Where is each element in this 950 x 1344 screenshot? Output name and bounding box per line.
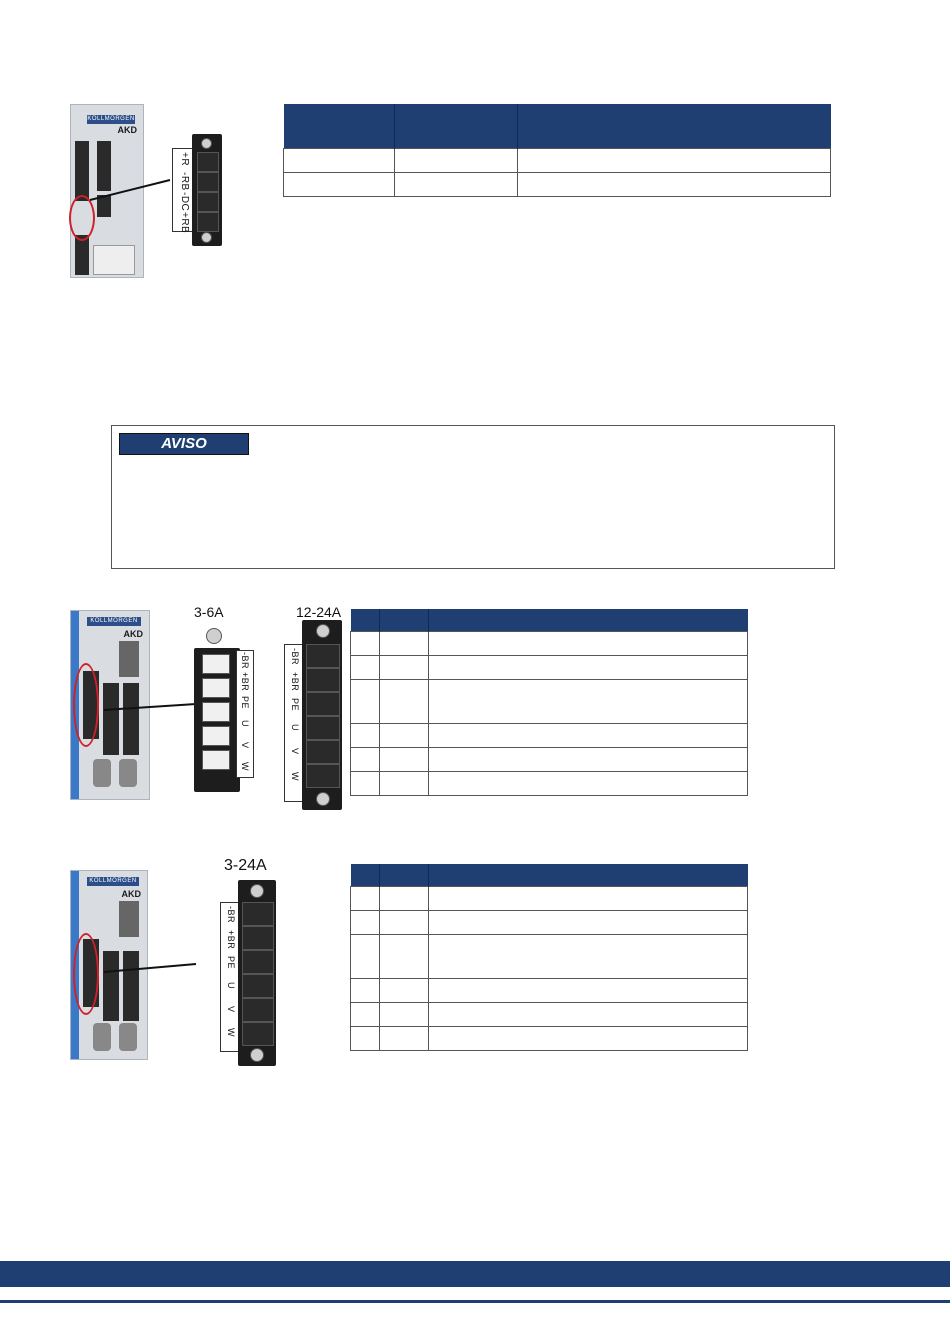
pin-label: V [290,748,300,755]
pin-label: -BR [240,652,250,669]
brand-label: KOLLMORGEN [87,116,135,122]
pin-label: +RB [179,212,190,234]
pin-label: +BR [226,930,236,950]
motor-connector-small [194,624,262,796]
model-label: AKD [123,629,143,639]
notice-label: AVISO [119,433,249,455]
screw-icon [316,624,330,638]
model-label: AKD [121,889,141,899]
brand-label: KOLLMORGEN [87,877,139,886]
pin-label: U [226,982,236,989]
table-row [351,1003,748,1027]
brand-label: KOLLMORGEN [87,617,141,626]
pin-table-1 [283,104,831,197]
table-row [351,680,748,724]
table-row [351,724,748,748]
table-header-cell [351,864,380,887]
pin-label: +R [179,152,190,167]
table-header-cell [379,864,428,887]
table-row [351,979,748,1003]
table-row [284,148,831,172]
table-header-cell [379,609,428,632]
screw-icon [201,232,212,243]
motor-connector [204,880,276,1068]
table-row [351,887,748,911]
screw-icon [250,884,264,898]
model-label: AKD [117,125,137,135]
pin-label: -DC [179,192,190,212]
pin-label: -BR [290,648,300,665]
table-row [351,1027,748,1051]
pin-label: -RB [179,172,190,191]
table-row [351,911,748,935]
table-row [351,772,748,796]
screw-icon [206,628,222,644]
table-header-cell [394,104,517,148]
table-row [351,656,748,680]
variant-label-small: 3-6A [194,604,224,620]
motor-connector-large [276,620,344,810]
screw-icon [250,1048,264,1062]
pin-table-3 [350,864,748,1051]
variant-label: 3-24A [224,857,267,874]
pin-label: -BR [226,906,236,923]
pin-label: +BR [290,672,300,692]
variant-label-large: 12-24A [296,604,342,620]
table-row [351,632,748,656]
pin-label: +BR [240,672,250,692]
regen-connector [164,134,222,246]
pin-label: W [226,1028,236,1037]
table-row [351,748,748,772]
table-header-cell [351,609,380,632]
pin-label: PE [226,956,236,970]
pin-table-2 [350,609,748,796]
pin-label: PE [240,696,250,710]
pin-label: W [240,762,250,771]
pin-label: W [290,772,300,781]
footer-rule [0,1300,950,1303]
table-header-cell [428,609,748,632]
notice-box [111,425,835,569]
table-header-cell [517,104,831,148]
footer-bar [0,1261,950,1287]
screw-icon [316,792,330,806]
screw-icon [201,138,212,149]
table-header-cell [428,864,748,887]
table-row [284,172,831,196]
pin-label: U [240,720,250,727]
pin-label: PE [290,698,300,712]
pin-label: V [226,1006,236,1013]
table-header-cell [284,104,395,148]
table-row [351,935,748,979]
pin-label: V [240,742,250,749]
pin-label: U [290,724,300,731]
